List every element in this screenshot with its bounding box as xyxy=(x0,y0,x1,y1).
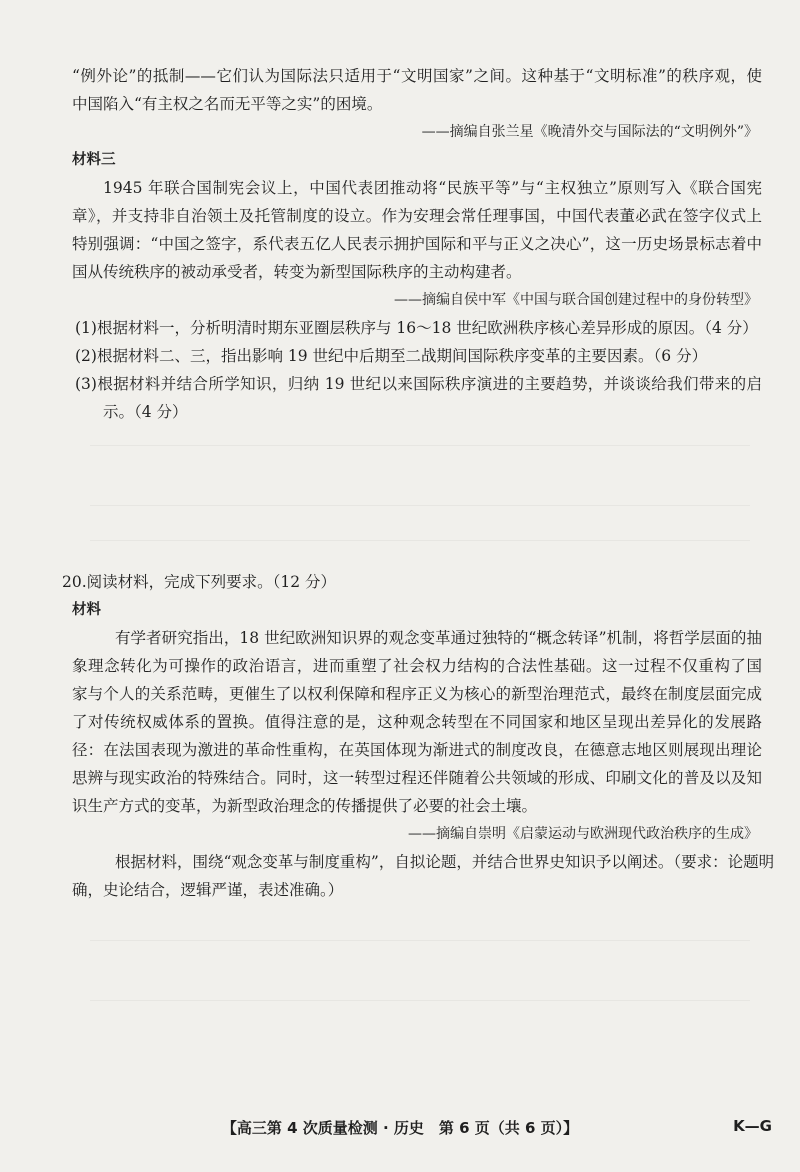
material2-source: ——摘编自张兰星《晚清外交与国际法的“文明例外”》 xyxy=(421,124,758,140)
question-20-line: 象理念转化为可操作的政治语言，进而重塑了社会权力结构的合法性基础。这一过程不仅重构了国 xyxy=(72,657,762,675)
question-20-line: 识生产方式的变革，为新型政治理念的传播提供了必要的社会土壤。 xyxy=(72,797,538,815)
question-20-source: ——摘编自崇明《启蒙运动与欧洲现代政治秩序的生成》 xyxy=(408,826,758,842)
material3-line: 1945 年联合国制宪会议上，中国代表团推动将“民族平等”与“主权独立”原则写入《联合国宪 xyxy=(103,179,762,197)
question-20-task-cont: 确，史论结合，逻辑严谨，表述准确。） xyxy=(72,881,344,899)
material3-line: 章》，并支持非自治领土及托管制度的设立。作为安理会常任理事国，中国代表董必武在签字仪式上 xyxy=(72,207,762,225)
bleed-through-line xyxy=(90,540,750,551)
question-20-line: 有学者研究指出，18 世纪欧洲知识界的观念变革通过独特的“概念转译”机制，将哲学层面的抽 xyxy=(115,629,762,647)
question-20-title: 20.阅读材料，完成下列要求。（12 分） xyxy=(62,573,337,591)
material2-line: “例外论”的抵制——它们认为国际法只适用于“文明国家”之间。这种基于“文明标准”的秩序观，使 xyxy=(72,67,762,85)
bleed-through-line xyxy=(90,445,750,456)
question-20-task: 根据材料，围绕“观念变革与制度重构”，自拟论题，并结合世界史知识予以阐述。（要求：论题明 xyxy=(115,853,775,871)
question-20-line: 家与个人的关系范畴，更催生了以权利保障和程序正义为核心的新型治理范式，最终在制度层面完成 xyxy=(72,685,762,703)
footer-page-info: 【高三第 4 次质量检测 · 历史 第 6 页（共 6 页）】 xyxy=(221,1119,579,1137)
question-20-line: 了对传统权威体系的置换。值得注意的是，这种观念转型在不同国家和地区呈现出差异化的发展路 xyxy=(72,713,762,731)
material3-line: 特别强调：“中国之签字，系代表五亿人民表示拥护国际和平与正义之决心”，这一历史场景标志着中 xyxy=(72,235,762,253)
question-20-heading: 材料 xyxy=(72,602,101,618)
question-19-3: (3)根据材料并结合所学知识，归纳 19 世纪以来国际秩序演进的主要趋势，并谈谈给我们带来的启 xyxy=(75,375,762,393)
bleed-through-line xyxy=(90,505,750,516)
question-19-1: (1)根据材料一，分析明清时期东亚圈层秩序与 16～18 世纪欧洲秩序核心差异形成的原因。（4 分） xyxy=(75,319,758,337)
footer-paper-code: K—G xyxy=(733,1117,772,1135)
question-20-line: 思辨与现实政治的特殊结合。同时，这一转型过程还伴随着公共领域的形成、印刷文化的普及以及知 xyxy=(72,769,762,787)
material3-heading: 材料三 xyxy=(72,152,116,168)
bleed-through-line xyxy=(90,1000,750,1011)
material3-source: ——摘编自侯中军《中国与联合国创建过程中的身份转型》 xyxy=(394,292,758,308)
question-19-2: (2)根据材料二、三，指出影响 19 世纪中后期至二战期间国际秩序变革的主要因素。（6 分） xyxy=(75,347,708,365)
bleed-through-line xyxy=(90,940,750,951)
question-19-3-cont: 示。（4 分） xyxy=(103,403,188,421)
question-20-line: 径：在法国表现为激进的革命性重构，在英国体现为渐进式的制度改良，在德意志地区则展现出理论 xyxy=(72,741,762,759)
material3-line: 国从传统秩序的被动承受者，转变为新型国际秩序的主动构建者。 xyxy=(72,263,522,281)
material2-line: 中国陷入“有主权之名而无平等之实”的困境。 xyxy=(72,95,383,113)
